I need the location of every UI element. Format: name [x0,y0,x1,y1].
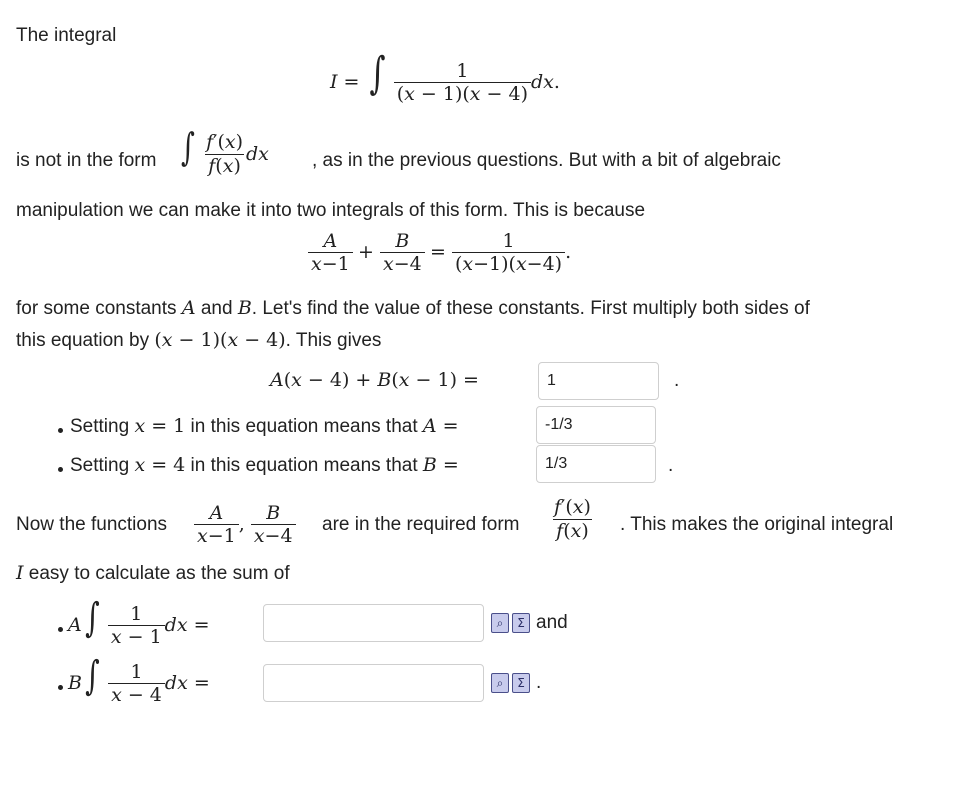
intro-line-2-pre: is not in the form [16,150,157,171]
para3-line-1-b: are in the required form [322,514,520,535]
period-after-equation: . [674,370,680,391]
final-period: . [536,672,542,693]
a-value-field[interactable]: -1/3 [536,406,656,444]
integral-a-expression: A∫ $\frac{1}{x - 1}$ dx = [68,595,210,648]
para3-line-1-a: Now the functions [16,514,168,535]
required-form-fraction: $\frac{f'(x)}{f(x)}$ [554,496,591,542]
integral-b-field[interactable] [263,664,484,702]
multiplied-equation: A(x − 4) + B(x − 1) = [270,369,479,391]
integral-definition: I = ∫ $\frac{1}{(x - 1)(x - 4)}$ dx. [330,48,560,105]
b-value-field[interactable]: 1/3 [536,445,656,483]
para2-line-2: this equation by (x − 1)(x − 4). This gives [16,329,382,351]
bullet-a [58,428,63,433]
bullet-sum-a [58,627,63,632]
partial-fraction-equation: $\frac{A}{x-1}$ + $\frac{B}{x-4}$ = $\frac{1}{(x-1)(x-4)}$ . [308,230,571,276]
bullet-b-text: Setting x = 4 in this equation means that B = [70,454,459,476]
bullet-b [58,467,63,472]
functions-fractions: $\frac{A}{x-1}$ , $\frac{B}{x-4}$ [194,502,296,548]
para3-line-1-c: . This makes the original integral [620,514,894,535]
para3-line-2: I easy to calculate as the sum of [16,562,290,584]
preview-icon[interactable]: ⌕ [491,673,509,693]
bullet-a-text: Setting x = 1 in this equation means that A = [70,415,459,437]
para2-line-1: for some constants A and B. Let's find the value of these constants. First multiply both sides of [16,297,810,319]
bullet-sum-b [58,685,63,690]
form-integral: ∫ $\frac{f'(x)}{f(x)}$ dx [180,125,269,178]
intro-line-3: manipulation we can make it into two integrals of this form. This is because [16,200,646,221]
equation-editor-icon[interactable]: Σ [512,673,530,693]
period-after-b: . [668,455,674,476]
intro-line-1: The integral [16,25,117,46]
and-label: and [536,612,568,633]
intro-line-2-post: , as in the previous questions. But with a bit of algebraic [312,150,781,171]
integral-a-field[interactable] [263,604,484,642]
equation-answer-field[interactable]: 1 [538,362,659,400]
preview-icon[interactable]: ⌕ [491,613,509,633]
integral-b-expression: B∫ $\frac{1}{x - 4}$ dx = [68,653,210,706]
equation-editor-icon[interactable]: Σ [512,613,530,633]
